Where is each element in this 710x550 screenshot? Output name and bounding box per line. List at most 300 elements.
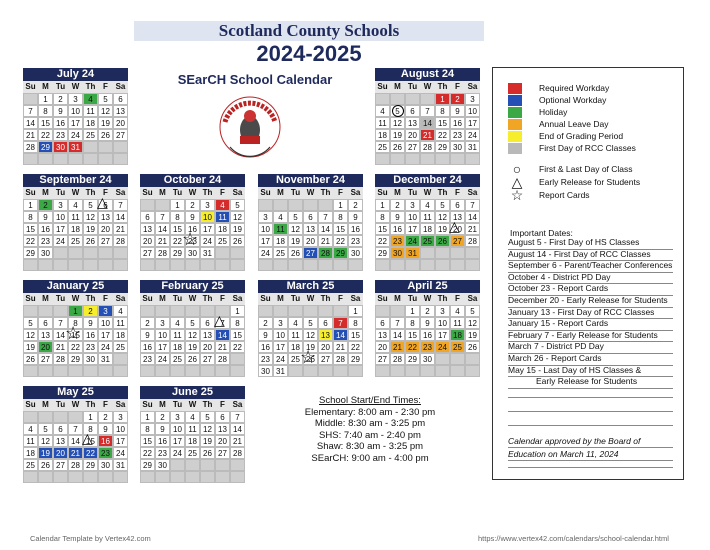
day-cell: 26	[200, 447, 215, 459]
empty-cell	[155, 305, 170, 317]
empty-cell	[375, 365, 390, 377]
day-cell: 15	[38, 117, 53, 129]
weekday-header: Sa	[465, 81, 480, 93]
day-cell: 23 ☆	[185, 235, 200, 247]
day-cell: 15	[230, 329, 245, 341]
empty-cell	[348, 365, 363, 377]
day-cell: 10	[155, 329, 170, 341]
day-cell: 31	[273, 365, 288, 377]
empty-cell	[318, 365, 333, 377]
divider	[508, 397, 673, 398]
weekday-header: M	[273, 293, 288, 305]
day-cell: 14	[390, 329, 405, 341]
empty-cell	[185, 259, 200, 271]
empty-cell	[53, 411, 68, 423]
day-cell: 18	[420, 223, 435, 235]
times-line: Shaw: 8:30 am - 3:25 pm	[316, 441, 424, 452]
day-cell: 13	[318, 329, 333, 341]
important-date-item: October 4 - District PD Day	[508, 272, 673, 285]
month-title: May 25	[23, 386, 128, 399]
empty-cell	[140, 199, 155, 211]
empty-cell	[435, 259, 450, 271]
weekday-header: Th	[83, 399, 98, 411]
month-title: December 24	[375, 174, 480, 187]
empty-cell	[258, 259, 273, 271]
day-cell: 9	[53, 105, 68, 117]
weekday-header: M	[155, 399, 170, 411]
empty-cell	[113, 353, 128, 365]
weekday-header: W	[68, 187, 83, 199]
weekday-header: M	[38, 399, 53, 411]
day-cell: 11	[288, 329, 303, 341]
empty-cell	[83, 259, 98, 271]
day-cell: 4	[420, 199, 435, 211]
day-cell: 16	[83, 329, 98, 341]
empty-cell	[465, 353, 480, 365]
weekday-header: Su	[258, 187, 273, 199]
day-cell: 31	[68, 141, 83, 153]
day-cell: 29	[170, 247, 185, 259]
weekday-header: Sa	[230, 293, 245, 305]
day-cell: 9	[140, 329, 155, 341]
empty-cell	[185, 459, 200, 471]
empty-cell	[258, 199, 273, 211]
empty-cell	[303, 259, 318, 271]
day-cell: 11	[83, 105, 98, 117]
empty-cell	[185, 365, 200, 377]
empty-cell	[405, 93, 420, 105]
day-cell: 30	[450, 141, 465, 153]
day-cell: 22	[375, 235, 390, 247]
weekday-header: Tu	[288, 293, 303, 305]
day-cell: 3	[200, 199, 215, 211]
day-cell: 29	[23, 247, 38, 259]
weekday-header: Sa	[348, 293, 363, 305]
footer-url-link[interactable]: https://www.vertex42.com/calendars/school-calendar.html	[478, 534, 669, 543]
empty-cell	[348, 259, 363, 271]
day-cell: 3	[68, 93, 83, 105]
day-cell: 23	[390, 235, 405, 247]
day-cell: 17	[170, 435, 185, 447]
day-cell: 18	[273, 235, 288, 247]
weekday-header: Sa	[113, 293, 128, 305]
day-cell: 30	[420, 353, 435, 365]
day-cell: 18	[83, 117, 98, 129]
day-cell: 28	[215, 353, 230, 365]
day-cell: 1	[375, 199, 390, 211]
empty-cell	[420, 365, 435, 377]
legend-label: End of Grading Period	[539, 131, 624, 141]
day-cell: 10	[465, 105, 480, 117]
day-cell: 31	[113, 459, 128, 471]
weekday-header: Sa	[113, 187, 128, 199]
empty-cell	[170, 305, 185, 317]
day-cell: 25	[215, 235, 230, 247]
day-cell: 3	[405, 199, 420, 211]
day-cell: 25	[113, 341, 128, 353]
weekday-header: Sa	[465, 187, 480, 199]
day-cell: 9	[420, 317, 435, 329]
day-cell: 2	[98, 411, 113, 423]
day-cell: 1	[435, 93, 450, 105]
day-cell: 4	[83, 93, 98, 105]
month-grid	[375, 81, 480, 165]
day-cell: 23	[83, 341, 98, 353]
times-line: Middle: 8:30 am - 3:25 pm	[314, 418, 426, 429]
times-line: Elementary: 8:00 am - 2:30 pm	[304, 406, 436, 418]
empty-cell	[450, 365, 465, 377]
day-cell: 2	[83, 305, 98, 317]
day-cell: 27	[318, 353, 333, 365]
empty-cell	[288, 259, 303, 271]
day-cell: 28	[113, 235, 128, 247]
legend-label: Holiday	[539, 107, 568, 117]
day-cell: 24	[113, 447, 128, 459]
day-cell: 13	[450, 211, 465, 223]
empty-cell	[38, 153, 53, 165]
day-cell: 21	[53, 341, 68, 353]
day-cell: 10	[113, 423, 128, 435]
day-cell: 28	[465, 235, 480, 247]
divider	[508, 467, 673, 468]
day-cell: 28	[420, 141, 435, 153]
day-cell: 27	[113, 129, 128, 141]
month-calendar	[23, 174, 128, 271]
day-cell: 11	[113, 317, 128, 329]
day-cell: 19	[303, 341, 318, 353]
day-cell: 5	[98, 93, 113, 105]
empty-cell	[333, 365, 348, 377]
day-cell: 24	[465, 129, 480, 141]
day-cell: 7	[390, 317, 405, 329]
day-cell: 15 △	[83, 435, 98, 447]
empty-cell	[215, 365, 230, 377]
day-cell: 31	[465, 141, 480, 153]
green-swatch-icon	[508, 107, 522, 118]
empty-cell	[215, 459, 230, 471]
day-cell: 25	[68, 235, 83, 247]
day-cell: 15	[375, 223, 390, 235]
empty-cell	[215, 259, 230, 271]
weekday-header: Tu	[53, 399, 68, 411]
empty-cell	[273, 199, 288, 211]
day-cell: 28	[155, 247, 170, 259]
weekday-header: Tu	[53, 293, 68, 305]
empty-cell	[435, 247, 450, 259]
empty-cell	[83, 247, 98, 259]
month-calendar	[23, 68, 128, 165]
empty-cell	[53, 259, 68, 271]
empty-cell	[68, 259, 83, 271]
day-cell: 2	[38, 199, 53, 211]
empty-cell	[288, 199, 303, 211]
weekday-header: M	[390, 81, 405, 93]
day-cell: 14	[68, 435, 83, 447]
weekday-header: F	[215, 187, 230, 199]
day-cell: 29	[348, 353, 363, 365]
yellow-swatch-icon	[508, 131, 522, 142]
weekday-header: W	[185, 187, 200, 199]
weekday-header: Th	[83, 293, 98, 305]
day-cell: 21	[390, 341, 405, 353]
day-cell: 10	[170, 423, 185, 435]
weekday-header: Tu	[53, 187, 68, 199]
empty-cell	[465, 365, 480, 377]
weekday-header: M	[273, 187, 288, 199]
day-cell: 14	[318, 223, 333, 235]
divider	[508, 425, 673, 426]
day-cell: 27	[215, 447, 230, 459]
day-cell: 7	[318, 211, 333, 223]
day-cell: 12	[303, 329, 318, 341]
day-cell: 20	[375, 341, 390, 353]
day-cell: 14	[155, 223, 170, 235]
month-calendar	[23, 280, 128, 377]
important-date-item: December 20 - Early Release for Students	[508, 295, 673, 308]
important-date-item: Early Release for Students	[508, 376, 673, 389]
day-cell: 11	[170, 329, 185, 341]
day-cell: 18	[68, 223, 83, 235]
day-cell: 8	[83, 423, 98, 435]
day-cell: 8	[140, 423, 155, 435]
day-cell: 13	[38, 329, 53, 341]
day-cell: 14	[23, 117, 38, 129]
weekday-header: F	[450, 293, 465, 305]
day-cell: 25	[288, 353, 303, 365]
day-cell: 21	[215, 341, 230, 353]
day-cell: 15	[333, 223, 348, 235]
month-calendar	[140, 174, 245, 271]
day-cell: 14	[420, 117, 435, 129]
legend-label: First & Last Day of Class	[539, 164, 633, 174]
day-cell: 17	[200, 223, 215, 235]
month-title: January 25	[23, 280, 128, 293]
day-cell: 7	[23, 105, 38, 117]
day-cell: 27	[303, 247, 318, 259]
empty-cell	[23, 259, 38, 271]
day-cell: 31	[405, 247, 420, 259]
day-cell: 6 △	[98, 199, 113, 211]
day-cell: 22	[348, 341, 363, 353]
month-grid	[140, 293, 245, 377]
month-grid	[140, 187, 245, 271]
day-cell: 11	[215, 211, 230, 223]
day-cell: 26	[83, 235, 98, 247]
weekday-header: W	[185, 293, 200, 305]
empty-cell	[23, 365, 38, 377]
important-dates-title: Important Dates:	[510, 228, 573, 238]
day-cell: 23	[38, 235, 53, 247]
month-title: April 25	[375, 280, 480, 293]
day-cell: 7	[113, 199, 128, 211]
empty-cell	[185, 471, 200, 483]
day-cell: 8	[23, 211, 38, 223]
day-cell: 11	[420, 211, 435, 223]
day-cell: 26	[38, 459, 53, 471]
day-cell: 22	[170, 235, 185, 247]
day-cell: 8	[375, 211, 390, 223]
day-cell: 25	[185, 447, 200, 459]
empty-cell	[53, 247, 68, 259]
day-cell: 17	[273, 341, 288, 353]
day-cell: 1	[140, 411, 155, 423]
day-cell: 17	[155, 341, 170, 353]
day-cell: 25	[170, 353, 185, 365]
day-cell: 30	[38, 247, 53, 259]
day-cell: 26	[230, 235, 245, 247]
weekday-header: W	[420, 81, 435, 93]
day-cell: 15	[348, 329, 363, 341]
day-cell: 7	[420, 105, 435, 117]
day-cell: 3	[273, 317, 288, 329]
day-cell: 20	[318, 341, 333, 353]
day-cell: 12	[98, 105, 113, 117]
weekday-header: M	[38, 187, 53, 199]
weekday-header: Su	[258, 293, 273, 305]
day-cell: 13	[375, 329, 390, 341]
day-cell: 24	[273, 353, 288, 365]
empty-cell	[450, 353, 465, 365]
empty-cell	[318, 259, 333, 271]
month-grid	[375, 293, 480, 377]
empty-cell	[38, 259, 53, 271]
weekday-header: M	[38, 81, 53, 93]
day-cell: 4	[68, 199, 83, 211]
school-times	[290, 395, 450, 464]
month-grid	[23, 399, 128, 483]
empty-cell	[113, 141, 128, 153]
day-cell: 19	[465, 329, 480, 341]
day-cell: 4	[215, 199, 230, 211]
day-cell: 5	[38, 423, 53, 435]
empty-cell	[230, 459, 245, 471]
empty-cell	[83, 141, 98, 153]
day-cell: 29	[38, 141, 53, 153]
day-cell: 12	[288, 223, 303, 235]
day-cell: 12	[465, 317, 480, 329]
empty-cell	[53, 305, 68, 317]
day-cell: 4	[288, 317, 303, 329]
empty-cell	[375, 93, 390, 105]
month-calendar	[375, 280, 480, 377]
weekday-header: Su	[23, 399, 38, 411]
day-cell: 13	[405, 117, 420, 129]
day-cell: 27	[140, 247, 155, 259]
weekday-header: Sa	[230, 187, 245, 199]
empty-cell	[465, 247, 480, 259]
day-cell: 21	[68, 447, 83, 459]
empty-cell	[465, 259, 480, 271]
day-cell: 2	[140, 317, 155, 329]
day-cell: 17	[113, 435, 128, 447]
month-grid	[23, 293, 128, 377]
day-cell: 11	[185, 423, 200, 435]
day-cell: 8	[333, 211, 348, 223]
day-cell: 1	[348, 305, 363, 317]
day-cell: 19	[38, 447, 53, 459]
day-cell: 16	[140, 341, 155, 353]
day-cell: 25	[420, 235, 435, 247]
day-cell: 7	[68, 423, 83, 435]
day-cell: 5	[465, 305, 480, 317]
day-cell: 28	[318, 247, 333, 259]
day-cell: 4	[375, 105, 390, 117]
day-cell: 21	[420, 129, 435, 141]
empty-cell	[318, 305, 333, 317]
legend-holiday	[508, 106, 567, 118]
weekday-header: F	[450, 187, 465, 199]
day-cell: 22	[83, 447, 98, 459]
weekday-header: Tu	[405, 187, 420, 199]
empty-cell	[435, 365, 450, 377]
empty-cell	[258, 305, 273, 317]
month-calendar	[23, 386, 128, 483]
day-cell: 27	[38, 353, 53, 365]
day-cell: 24	[53, 235, 68, 247]
weekday-header: Su	[375, 293, 390, 305]
empty-cell	[155, 259, 170, 271]
day-cell: 21	[465, 223, 480, 235]
empty-cell	[170, 365, 185, 377]
day-cell: 6	[303, 211, 318, 223]
day-cell: 12	[83, 211, 98, 223]
day-cell: 12	[38, 435, 53, 447]
day-cell: 14	[230, 423, 245, 435]
empty-cell	[200, 459, 215, 471]
empty-cell	[420, 93, 435, 105]
day-cell: 12	[200, 423, 215, 435]
day-cell: 5	[200, 411, 215, 423]
day-cell: 17	[405, 223, 420, 235]
empty-cell	[215, 471, 230, 483]
weekday-header: Tu	[405, 81, 420, 93]
empty-cell	[155, 199, 170, 211]
empty-cell	[390, 153, 405, 165]
empty-cell	[200, 259, 215, 271]
empty-cell	[405, 365, 420, 377]
circle-icon: ○	[512, 161, 522, 177]
empty-cell	[23, 93, 38, 105]
day-cell: 30	[83, 353, 98, 365]
day-cell: 13	[215, 423, 230, 435]
day-cell: 21	[155, 235, 170, 247]
day-cell: 28	[333, 353, 348, 365]
day-cell: 19	[230, 223, 245, 235]
day-cell: 30	[185, 247, 200, 259]
weekday-header: W	[303, 293, 318, 305]
day-cell: 30	[390, 247, 405, 259]
empty-cell	[113, 471, 128, 483]
day-cell: 24	[170, 447, 185, 459]
day-cell: 5	[435, 199, 450, 211]
day-cell: 2	[185, 199, 200, 211]
day-cell: 18	[450, 329, 465, 341]
weekday-header: F	[98, 187, 113, 199]
day-cell: 20	[200, 341, 215, 353]
day-cell: 5	[23, 317, 38, 329]
day-cell: 23	[258, 353, 273, 365]
day-cell: 3	[170, 411, 185, 423]
day-cell: 3	[98, 305, 113, 317]
day-cell: 26 ☆	[303, 353, 318, 365]
empty-cell	[170, 259, 185, 271]
empty-cell	[23, 471, 38, 483]
day-cell: 27	[98, 235, 113, 247]
day-cell: 8	[38, 105, 53, 117]
day-cell: 17	[98, 329, 113, 341]
month-calendar	[258, 280, 363, 377]
day-cell: 13	[98, 211, 113, 223]
